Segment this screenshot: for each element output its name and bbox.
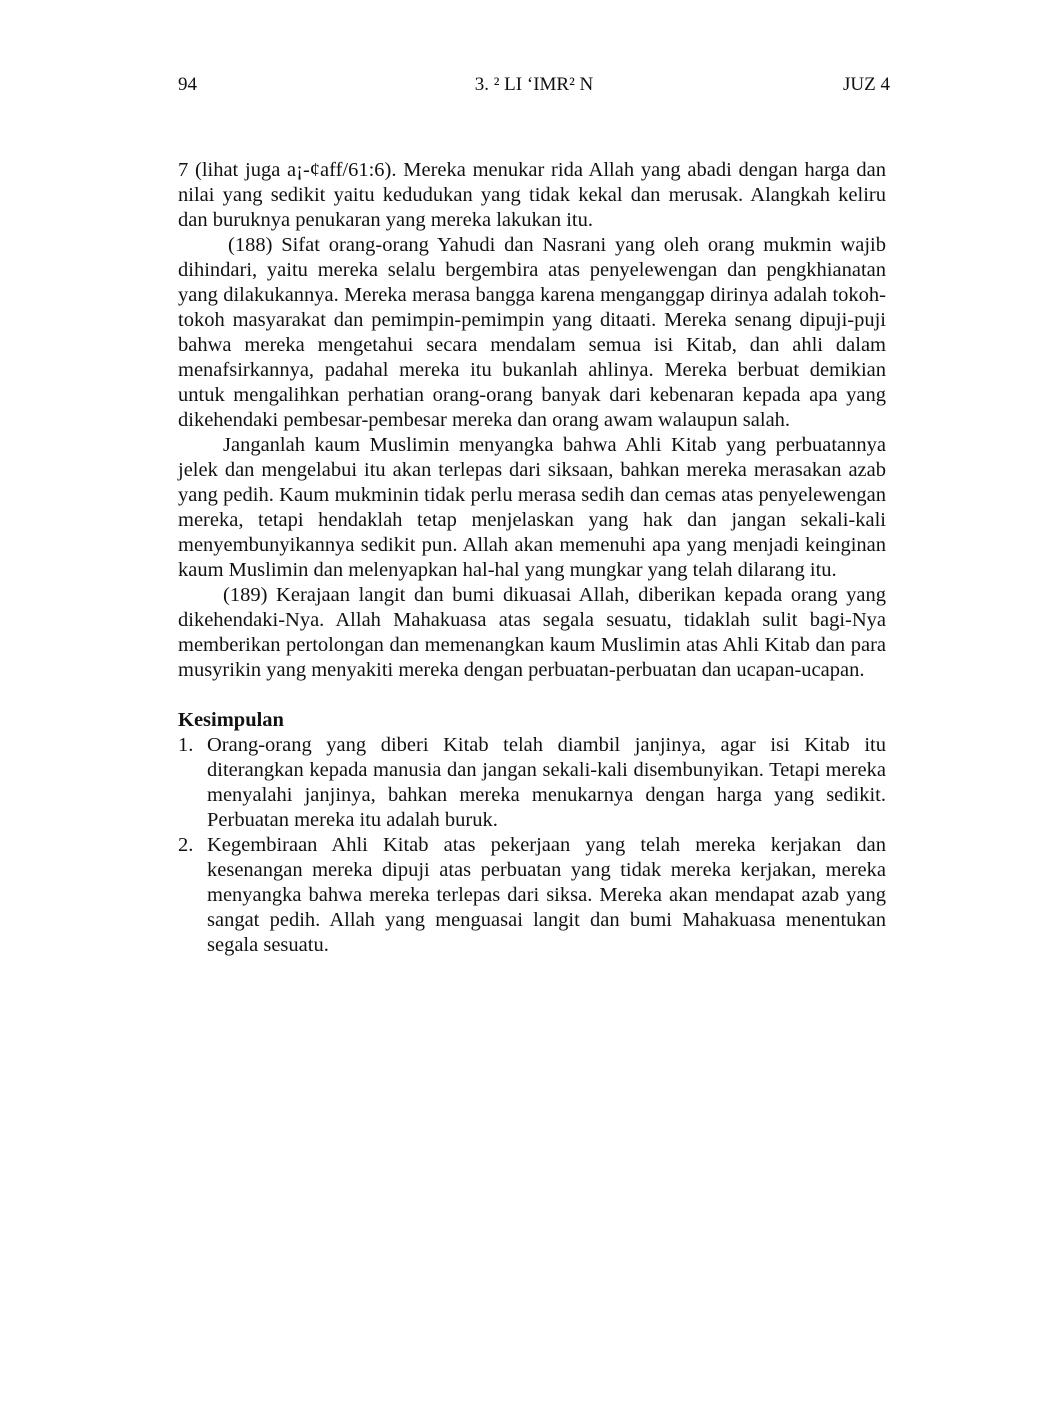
juz-label: JUZ 4	[843, 74, 890, 95]
paragraph-muslimin: Janganlah kaum Muslimin menyangka bahwa Ahli Kitab yang perbuatannya jelek dan mengelabui itu akan terlepas dari siksaan, bahkan mereka merasakan azab yang pedih. Kaum mukminin tidak perlu merasa sedih dan cemas atas penyelewengan mereka, tetapi hendaklah tetap menjelaskan yang hak dan jangan sekali-kali menyembunyikannya sedikit pun. Allah akan memenuhi apa yang menjadi keinginan kaum Muslimin dan melenyapkan hal-hal yang mungkar yang telah dilarang itu.	[178, 434, 886, 581]
conclusion-list	[178, 733, 886, 958]
section-title-kesimpulan: Kesimpulan	[178, 709, 284, 731]
paragraph-continuation: 7 (lihat juga a¡-¢aff/61:6). Mereka menukar rida Allah yang abadi dengan harga dan nilai yang sedikit yaitu kedudukan yang tidak kekal dan merusak. Alangkah keliru dan buruknya penukaran yang mereka lakukan itu.	[178, 159, 886, 231]
paragraph-verse-188: (188) Sifat orang-orang Yahudi dan Nasrani yang oleh orang mukmin wajib dihindari, yaitu mereka selalu bergembira atas penyelewengan dan pengkhianatan yang dilakukannya. Mereka merasa bangga karena menganggap dirinya adalah tokoh-tokoh masyarakat dan pemimpin-pemimpin yang ditaati. Mereka senang dipuji-puji bahwa mereka mengetahui secara mendalam semua isi Kitab, dan ahli dalam menafsirkannya, padahal mereka itu bukanlah ahlinya. Mereka berbuat demikian untuk mengalihkan perhatian orang-orang banyak dari kebenaran kepada apa yang dikehendaki pembesar-pembesar mereka dan orang awam walaupun salah.	[178, 234, 886, 431]
page-header	[178, 72, 890, 98]
conclusion-item	[178, 833, 886, 958]
list-marker: 2.	[178, 834, 194, 856]
paragraph-verse-189: (189) Kerajaan langit dan bumi dikuasai Allah, diberikan kepada orang yang dikehendaki-Nya. Allah Mahakuasa atas segala sesuatu, tidaklah sulit bagi-Nya memberikan pertolongan dan memenangkan kaum Muslimin atas Ahli Kitab dan para musyrikin yang menyakiti mereka dengan perbuatan-perbuatan dan ucapan-ucapan.	[178, 584, 886, 681]
conclusion-item	[178, 733, 886, 833]
list-marker: 1.	[178, 734, 194, 756]
conclusion-item-text: Orang-orang yang diberi Kitab telah diambil janjinya, agar isi Kitab itu diterangkan kepada manusia dan jangan sekali-kali disembunyikan. Tetapi mereka menyalahi janjinya, bahkan mereka menukarnya dengan harga yang sedikit. Perbuatan mereka itu adalah buruk.	[207, 734, 886, 831]
page-number: 94	[178, 74, 197, 95]
conclusion-item-text: Kegembiraan Ahli Kitab atas pekerjaan yang telah mereka kerjakan dan kesenangan mereka dipuji atas perbuatan yang tidak mereka kerjakan, mereka menyangka bahwa mereka terlepas dari siksa. Mereka akan mendapat azab yang sangat pedih. Allah yang menguasai langit dan bumi Mahakuasa menentukan segala sesuatu.	[207, 834, 886, 956]
surah-title: 3. ² LI ‘IMR² N	[474, 74, 594, 95]
page-body	[178, 158, 886, 958]
